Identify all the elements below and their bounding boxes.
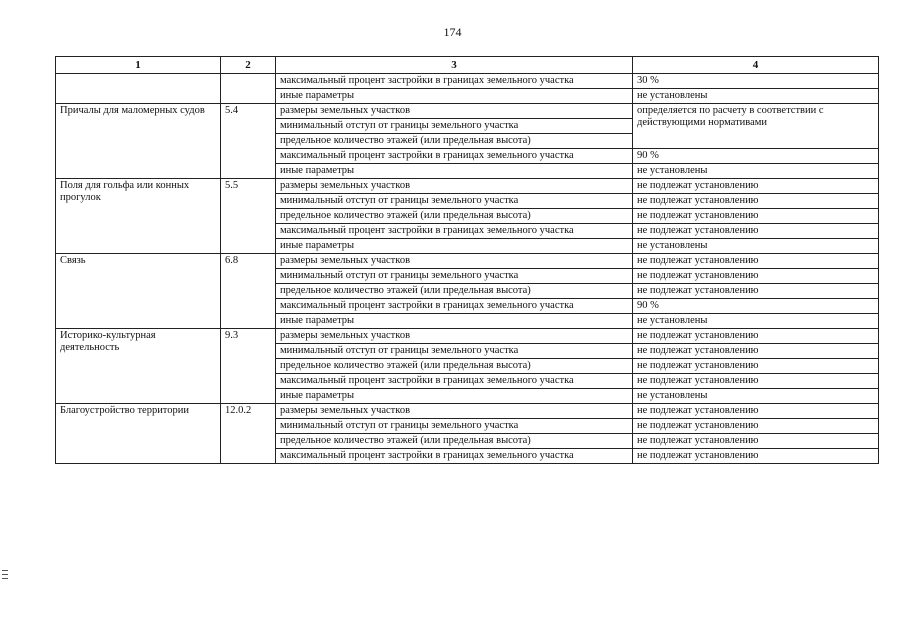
column-header-3: 3 <box>276 57 633 74</box>
param-max-percent: максимальный процент застройки в границах земельного участка <box>276 374 633 389</box>
group-code-cell: 5.4 <box>221 104 276 179</box>
value-cell: не подлежат установлению <box>633 449 879 464</box>
value-cell: не подлежат установлению <box>633 404 879 419</box>
column-header-4: 4 <box>633 57 879 74</box>
value-cell: не подлежат установлению <box>633 194 879 209</box>
value-cell: не установлены <box>633 164 879 179</box>
param-other: иные параметры <box>276 239 633 254</box>
param-sizes: размеры земельных участков <box>276 404 633 419</box>
column-header-1: 1 <box>56 57 221 74</box>
param-max-percent: максимальный процент застройки в границах земельного участка <box>276 149 633 164</box>
table-header-row <box>56 57 879 74</box>
param-floors: предельное количество этажей (или предельная высота) <box>276 434 633 449</box>
value-cell: 30 % <box>633 74 879 89</box>
param-other: иные параметры <box>276 389 633 404</box>
group-code-cell <box>221 74 276 104</box>
column-header-2: 2 <box>221 57 276 74</box>
param-sizes: размеры земельных участков <box>276 329 633 344</box>
param-setback: минимальный отступ от границы земельного участка <box>276 194 633 209</box>
value-cell: не подлежат установлению <box>633 209 879 224</box>
param-max-percent: максимальный процент застройки в границах земельного участка <box>276 74 633 89</box>
group-code-cell: 6.8 <box>221 254 276 329</box>
value-cell: определяется по расчету в соответствии с действующими нормативами <box>633 104 879 149</box>
param-sizes: размеры земельных участков <box>276 179 633 194</box>
value-cell: не подлежат установлению <box>633 254 879 269</box>
value-cell: не подлежат установлению <box>633 419 879 434</box>
value-cell: не подлежат установлению <box>633 374 879 389</box>
value-cell: не подлежат установлению <box>633 179 879 194</box>
table-row <box>56 104 879 119</box>
value-cell: не подлежат установлению <box>633 359 879 374</box>
group-name-cell: Связь <box>56 254 221 329</box>
table-row <box>56 179 879 194</box>
scan-artifact-mark <box>2 570 10 584</box>
land-use-parameters-table <box>55 56 879 464</box>
value-cell: не подлежат установлению <box>633 344 879 359</box>
param-other: иные параметры <box>276 314 633 329</box>
value-cell: 90 % <box>633 299 879 314</box>
page-number: 174 <box>443 25 462 39</box>
group-code-cell: 9.3 <box>221 329 276 404</box>
group-name-cell: Причалы для маломерных судов <box>56 104 221 179</box>
param-sizes: размеры земельных участков <box>276 254 633 269</box>
group-name-cell: Поля для гольфа или конных прогулок <box>56 179 221 254</box>
table-row <box>56 329 879 344</box>
param-floors: предельное количество этажей (или предельная высота) <box>276 209 633 224</box>
param-sizes: размеры земельных участков <box>276 104 633 119</box>
param-setback: минимальный отступ от границы земельного участка <box>276 419 633 434</box>
group-name-cell: Благоустройство территории <box>56 404 221 464</box>
value-cell: не установлены <box>633 239 879 254</box>
value-cell: не подлежат установлению <box>633 224 879 239</box>
value-cell: не установлены <box>633 389 879 404</box>
param-max-percent: максимальный процент застройки в границах земельного участка <box>276 224 633 239</box>
param-setback: минимальный отступ от границы земельного участка <box>276 344 633 359</box>
value-cell: не установлены <box>633 89 879 104</box>
param-other: иные параметры <box>276 164 633 179</box>
param-max-percent: максимальный процент застройки в границах земельного участка <box>276 299 633 314</box>
value-cell: не подлежат установлению <box>633 434 879 449</box>
group-name-cell: Историко-культурная деятельность <box>56 329 221 404</box>
table-row <box>56 254 879 269</box>
param-floors: предельное количество этажей (или предельная высота) <box>276 134 633 149</box>
value-cell: не установлены <box>633 314 879 329</box>
table-row <box>56 404 879 419</box>
param-other: иные параметры <box>276 89 633 104</box>
value-cell: не подлежат установлению <box>633 284 879 299</box>
param-floors: предельное количество этажей (или предельная высота) <box>276 359 633 374</box>
group-code-cell: 12.0.2 <box>221 404 276 464</box>
value-cell: не подлежат установлению <box>633 269 879 284</box>
group-name-cell <box>56 74 221 104</box>
param-floors: предельное количество этажей (или предельная высота) <box>276 284 633 299</box>
param-max-percent: максимальный процент застройки в границах земельного участка <box>276 449 633 464</box>
value-cell: 90 % <box>633 149 879 164</box>
param-setback: минимальный отступ от границы земельного участка <box>276 269 633 284</box>
value-cell: не подлежат установлению <box>633 329 879 344</box>
table-row <box>56 74 879 89</box>
param-setback: минимальный отступ от границы земельного участка <box>276 119 633 134</box>
group-code-cell: 5.5 <box>221 179 276 254</box>
